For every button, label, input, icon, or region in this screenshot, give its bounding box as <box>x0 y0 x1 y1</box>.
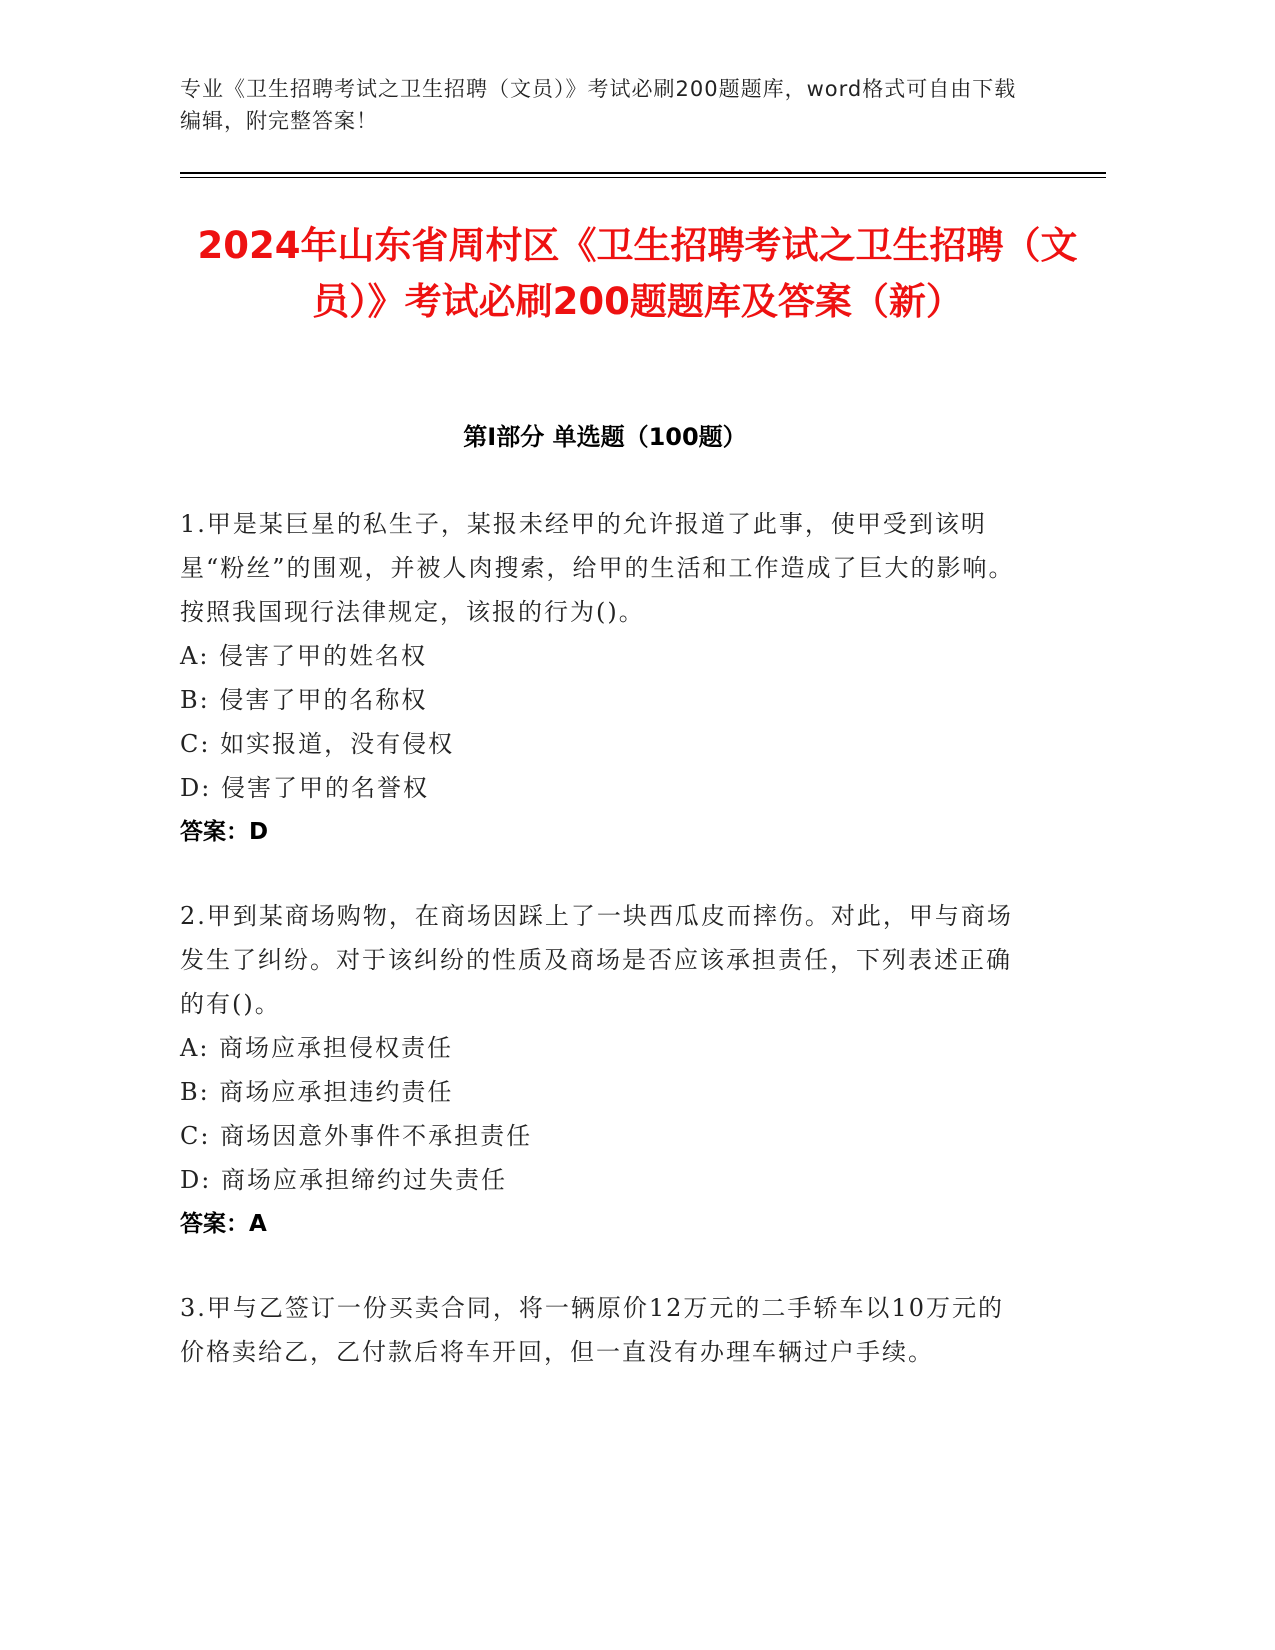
question-1 <box>180 502 1020 854</box>
question-3 <box>180 1286 1020 1374</box>
document-title: 2024年山东省周村区《卫生招聘考试之卫生招聘（文员）》考试必刷200题题库及答案（新） <box>197 224 1078 323</box>
option-b: B: 商场应承担违约责任 <box>180 1078 454 1106</box>
section-heading: 第Ⅰ部分 单选题（100题） <box>463 423 747 451</box>
answer: 答案：D <box>180 819 269 845</box>
option-c: C: 商场因意外事件不承担责任 <box>180 1122 533 1150</box>
question-stem: 3.甲与乙签订一份买卖合同，将一辆原价12万元的二手轿车以10万元的价格卖给乙，乙付款后将车开回，但一直没有办理车辆过户手续。 <box>180 1294 1004 1366</box>
option-c: C: 如实报道，没有侵权 <box>180 730 455 758</box>
header-divider-thin <box>180 177 1106 178</box>
answer: 答案：A <box>180 1211 267 1237</box>
option-d: D: 侵害了甲的名誉权 <box>180 774 429 802</box>
option-d: D: 商场应承担缔约过失责任 <box>180 1166 507 1194</box>
question-stem: 1.甲是某巨星的私生子，某报未经甲的允许报道了此事，使甲受到该明星“粉丝”的围观，并被人肉搜索，给甲的生活和工作造成了巨大的影响。按照我国现行法律规定，该报的行为()。 <box>180 510 1015 626</box>
question-stem: 2.甲到某商场购物，在商场因踩上了一块西瓜皮而摔伤。对此，甲与商场发生了纠纷。对于该纠纷的性质及商场是否应该承担责任，下列表述正确的有()。 <box>180 902 1013 1018</box>
question-2 <box>180 894 1020 1246</box>
option-a: A: 商场应承担侵权责任 <box>180 1034 454 1062</box>
header-note: 专业《卫生招聘考试之卫生招聘（文员）》考试必刷200题题库，word格式可自由下载编辑，附完整答案！ <box>180 77 1017 133</box>
option-a: A: 侵害了甲的姓名权 <box>180 642 428 670</box>
header-divider-thick <box>180 172 1106 174</box>
option-b: B: 侵害了甲的名称权 <box>180 686 428 714</box>
